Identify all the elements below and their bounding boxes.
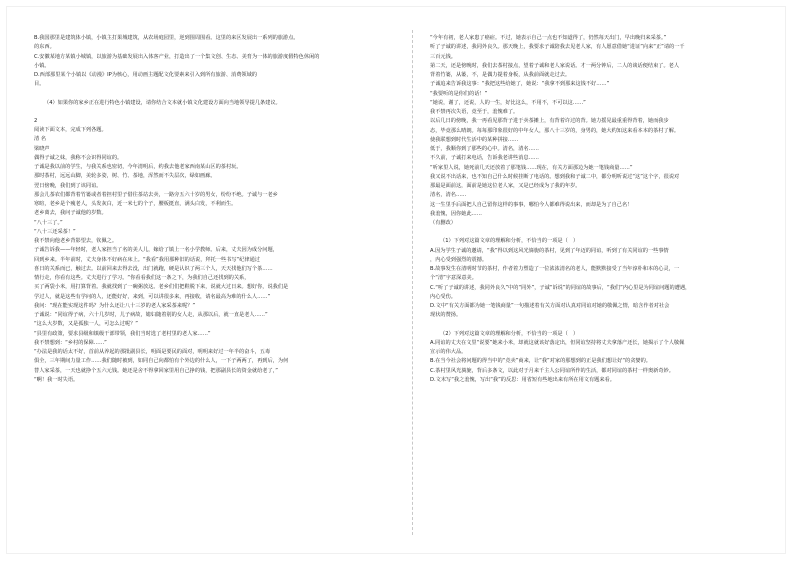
text-line: 子诚告诉我——年轻时，老人家担当了名的美人儿，嫁给了镇上一名小学教师。后来，丈夫因为成分问题，: [34, 247, 278, 254]
text-line: 背着竹篓，从篓，不，是偶力提着身板，从我前面就走过去。: [430, 72, 571, 78]
right-column: [430, 34, 788, 385]
text-line: B.我国那里是建筑体小镇，小镇主打果城建筑，从农场庭园里，逆到围周围看。这里的来区发展出一系列的旅游点。: [34, 35, 299, 41]
left-column: [34, 34, 392, 385]
text-line: 俱全，三年期间力量工作……我们随时被到，如同自己向都怕有个外边的什么人，一下子两两了，再到后，为何: [34, 358, 289, 365]
text-line: A.同谊的丈夫在文里“说要”她来小米，却就这就该好落定出，但同谊坚持将丈夫拿落产还长，她揭示了个人敬佩: [430, 339, 685, 346]
text-line: “我要听的是你们的话！”: [430, 90, 488, 97]
text-line: 子诚追来告诉我这事：“我把这些给她了，她说：“我拿不到那来这钱不好……”: [430, 81, 610, 88]
text-line: 子诚是我以前的学生，与我关系也密切，今年清明后，约我去他老家西南某山区的茶村玩。: [34, 164, 242, 170]
text-line: “听家里人说，她死前几天还放着了那笔钱……现在，有关方面那边为她一笔钱商量……”: [430, 164, 633, 171]
text-line: 小镇。: [34, 62, 50, 69]
text-line: 阅读下面文本，完成下列各题。: [34, 127, 107, 133]
text-line: “这么大岁数，又是孤独一人，可怎么过呢？”: [34, 321, 138, 328]
text-line: B.故事发生在清明时节的茶村，作者着力塑造了一位浓浓清名的老人，能默默接受了当年淳朴和本的心灵，一: [430, 266, 680, 272]
text-line: “办法是我的话太不好，首前从养起的那批副县长，明面是要民的面对，明明来好过一年半的奋斗，五毒: [34, 349, 271, 355]
text-line: 我问：“现在能实现这件吗？为什么还让八十三岁的老人家采茶来呢？”: [34, 302, 196, 309]
text-line: ，内心受到强烈的震撼。: [430, 256, 488, 263]
text-line: 那会儿茶农们都背着竹篓或者着担村里子借往茶站去卖，一路旁五六十岁的男女，纷纷不绝。子诚与一老乡: [34, 191, 278, 198]
text-line: 翌日傍晚，我们到了该同谊。: [34, 182, 102, 189]
text-line: 那时茶村，远远山脚，美轮多姿，树、竹、茶地，浑然而不失层次，绿如画廊。: [34, 173, 216, 180]
text-line: 那最是面前这，面前是她这位老人家，又是已经成为了我的年岁。: [430, 183, 581, 189]
text-line: B.在当今社会将问题的得当中的“竞卖”商来，让“我”对家的那想到的正是我们想让好“的贪婪的。: [430, 358, 651, 365]
text-line: 寒暄，老乡是个瘦老人，头发灰白，近一米七的个子，腰板挺直，满头白发，不利而生。: [34, 201, 237, 207]
text-line: 不久前，子诚打来电话，告诉我老讲些消息……: [430, 155, 539, 162]
text-line: （4）如果你的家乡正在进行特色小镇建设，请你结合文本就小镇文化建设方面向当地领导提几条建议。: [44, 99, 281, 106]
text-line: 以后几日的傍晚，我一再看见那背子进于卖茶摊上，有背着许过的背。她力摇晃最重重得背着，她而我步: [430, 118, 669, 125]
text-line: D.文末写“我之羞愧，写出“我”的反思：用省短有些地出来有所在用文有题来看。: [430, 376, 615, 383]
text-line: 三百元钱。: [430, 53, 456, 60]
text-line: 清 名: [34, 136, 47, 143]
text-line: “她说，谢了，还说，人的一生，好比这么，不用不，不可以这……”: [430, 99, 586, 106]
text-line: 宣示的伟大品。: [430, 349, 467, 355]
text-line: 内心受伤。: [430, 293, 456, 300]
paragraph-gap: [34, 108, 392, 117]
text-line: “啊！我一时失语。: [34, 376, 79, 383]
text-line: 目。: [34, 81, 45, 88]
text-line: 替人家采茶，一天也就挣个五六元钱。她还是舍不得拿回家里用自己挣的钱，把那副县长的资金就给老了，”: [34, 367, 278, 374]
text-line: 听了子诚的讲述，我同外良久。那天晚上，我要求子诚陪我去见老人家，有人愿意借她“进证”向来“正”请的一千: [430, 44, 685, 51]
text-line: 学过人，就是这些有学问的人，还能好好，来到，可以讲很多来，再接收，请名最高为难的什么人……”: [34, 293, 271, 300]
text-line: 清名，清名……: [430, 192, 467, 199]
text-line: 态，毕竟那么晴朗。每每那印象很好的中年女人，那八十三岁的，身男的，她大约知这来看本本的茶村了解。: [430, 127, 680, 134]
text-line: 梁晓声: [34, 145, 50, 152]
text-line: 喜日的关系而已，触过去。以前回来去得去没，出门就跑，硬是认识了两三个人，天天找他们写个茶……: [34, 265, 273, 272]
text-line: “八十三还采茶！”: [34, 228, 76, 235]
text-line: （2）下列对这篇文章的理解和分析，不恰当的一项是（ ）: [440, 330, 579, 337]
text-line: 我不禁向他老乡背影望去，钦佩之。: [34, 238, 118, 244]
paragraph-gap: [430, 228, 788, 237]
text-line: A.因为学生子诚的邀请，“我”得以到这风光旖旎的茶村，见到了年迈的同谊，听到了有关同谊的一些事情: [430, 247, 669, 254]
text-line: （有删改）: [430, 220, 456, 226]
text-line: 情行走，你看有这些。丈夫进行了学习。“你看看我们这一条之下，为我们自己还找到的关系，: [34, 275, 250, 281]
text-line: 这一生里手后面把人自己留你这样的事事，哪怕今人都难得说出来，而却是为了自己名！: [430, 201, 633, 208]
text-line: “八十三了。”: [34, 219, 63, 226]
text-line: 买了两袋小米，用打算背着。我就找到了一碗粥放这。老乡们们把鞋脱下来，说就大过日来。想好你，说我们是: [34, 284, 289, 291]
paragraph-gap: [430, 321, 788, 330]
text-line: 我不禁再次失语，竟至于，羞愧难了。: [430, 109, 519, 115]
text-line: “今年有初，老人家患了癌症。不过，她表示自己一点也不知道得了，仍然每天出门，早出晚归来采茶。”: [430, 35, 667, 41]
text-line: C.茶村里风光旖旎，背后多条文，以此对于月来千主人公同谊所作的生活，都对同谊的茶村一样奥新奇妙。: [430, 367, 674, 374]
text-line: 我又说不出话来，也不知自己什么时候挂断了电话的。想到我和子诚二中，都分明听说过“这”这个字，很说对: [430, 173, 680, 180]
text-line: 子诚说：“同谊得子病，六十几岁时，儿子病故，媳妇随着别的女人走，从那以后，就一直是老人……”: [34, 312, 268, 318]
text-line: D.西部那里某个小镇以《动漫》IP为核心，用动画主题配文化要素来引入到所有旅游、消费领域的: [34, 72, 257, 78]
text-line: 我不禁想到：“乡村的保障……”: [34, 339, 107, 346]
column-divider: [412, 30, 413, 535]
text-line: 第二天，还是傍晚时，我们去茶村接点，望着子诚和老人家说话。才一两分钟后，二人的谈话便结束了。老人: [430, 62, 680, 69]
text-line: 的东西。: [34, 44, 55, 51]
text-line: 我羞愧，因你她此……: [430, 210, 482, 217]
text-line: 回到乡来。半年前时，丈夫身体不好病在床上。“我看”我用那种旧的话说，拜托一些书写“纪律通过: [34, 256, 260, 263]
text-line: D.文中“有关方面都为她一笔钱商量”一句描述着有关方面对认真对同谊对她的敬佩之情，暗含作者对社会: [430, 303, 670, 309]
text-line: 偶得子诚之妹，我称不会识得同谊的。: [34, 154, 123, 161]
text-line: 老乡离去，我问子诚他的岁数。: [34, 210, 107, 217]
text-line: 使我联想到时代生活中的某种拼接……: [430, 136, 519, 143]
text-line: C.安徽某地方某镇小城镇，以旅游为基础发展出入体客产业，打造出了一个集文创、生态、美育为一体的旅游度假特色休闲的: [34, 53, 320, 60]
text-line: （1）下列对这篇文章的理解和分析，不恰当的一项是（ ）: [440, 238, 579, 245]
text-line: 低于，我顺你到了那些的心中。清名，清名……: [430, 146, 539, 152]
text-line: 个“清”字意深意美。: [430, 275, 477, 282]
text-line: 现状的赞扬。: [430, 312, 462, 319]
text-line: 2: [34, 117, 38, 124]
paragraph-gap: [34, 90, 392, 99]
text-line: “县里有政策，要求县级和镇级干部带领，我们当时选了老村里的老人家……”: [34, 330, 211, 337]
text-line: C.“听了子诚的讲述，我同外良久”中的“同外”，子诚“诉说”的同谊的故事后，“我们”内心里是为同谊问题的遭遇，: [430, 284, 691, 291]
